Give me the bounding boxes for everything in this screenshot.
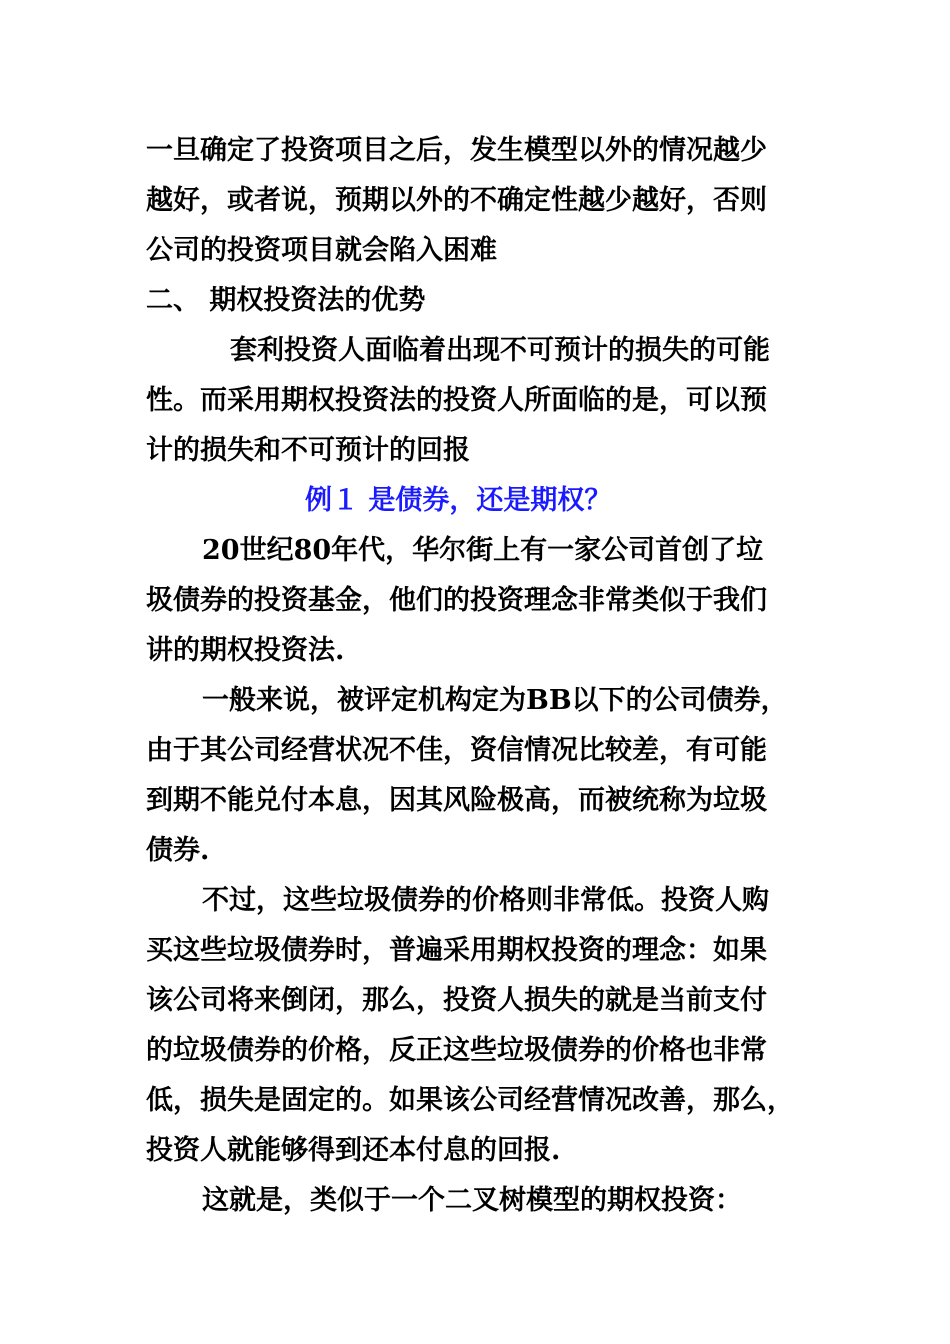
section-heading: 二、 期权投资法的优势 bbox=[146, 285, 426, 316]
paragraph-line: 买这些垃圾债券时，普遍采用期权投资的理念：如果 bbox=[146, 935, 767, 966]
paragraph-line: 套利投资人面临着出现不可预计的损失的可能 bbox=[230, 335, 770, 366]
paragraph-line: 讲的期权投资法. bbox=[146, 635, 345, 666]
paragraph-line: 这就是，类似于一个二叉树模型的期权投资： bbox=[202, 1185, 742, 1216]
paragraph-line: 该公司将来倒闭，那么，投资人损失的就是当前支付 bbox=[146, 985, 767, 1016]
paragraph-line: 一旦确定了投资项目之后，发生模型以外的情况越少 bbox=[146, 135, 767, 166]
paragraph-line: 计的损失和不可预计的回报 bbox=[146, 435, 470, 466]
paragraph-line: 圾债券的投资基金，他们的投资理念非常类似于我们 bbox=[146, 585, 767, 616]
paragraph-line: 投资人就能够得到还本付息的回报. bbox=[146, 1135, 561, 1166]
paragraph-line: 的垃圾债券的价格，反正这些垃圾债券的价格也非常 bbox=[146, 1035, 767, 1066]
paragraph-line: 公司的投资项目就会陷入困难 bbox=[146, 235, 497, 266]
paragraph-line: 越好，或者说，预期以外的不确定性越少越好，否则 bbox=[146, 185, 767, 216]
paragraph-line: 低，损失是固定的。如果该公司经营情况改善，那么， bbox=[146, 1085, 794, 1116]
paragraph-line: 由于其公司经营状况不佳，资信情况比较差，有可能 bbox=[146, 735, 767, 766]
example-title: 例１ 是债券，还是期权？ bbox=[305, 485, 612, 516]
paragraph-line: 性。而采用期权投资法的投资人所面临的是，可以预 bbox=[146, 385, 767, 416]
paragraph-line: 不过，这些垃圾债券的价格则非常低。投资人购 bbox=[202, 885, 769, 916]
paragraph-line: 债券. bbox=[146, 835, 210, 866]
paragraph-line: 20世纪80年代，华尔街上有一家公司首创了垃 bbox=[202, 535, 764, 566]
paragraph-line: 到期不能兑付本息，因其风险极高，而被统称为垃圾 bbox=[146, 785, 767, 816]
paragraph-line: 一般来说，被评定机构定为BB以下的公司债券， bbox=[202, 685, 788, 716]
